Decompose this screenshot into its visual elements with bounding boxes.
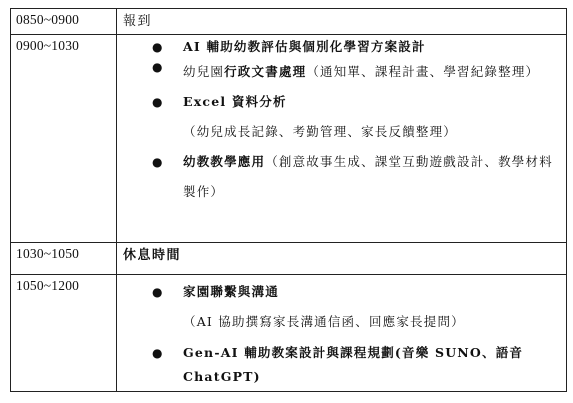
item-detail: （AI 協助撰寫家長溝通信函、回應家長提問）: [183, 314, 465, 329]
list-item: [123, 87, 560, 147]
time-cell: 0850~0900: [11, 9, 117, 35]
schedule-row: [11, 243, 567, 275]
item-title: 家園聯繫與溝通: [183, 284, 279, 299]
content-cell: [117, 275, 567, 392]
content-cell: [117, 243, 567, 275]
bullet-icon: ●: [152, 60, 164, 74]
item-detail: （通知單、課程計畫、學習紀錄整理）: [306, 64, 540, 79]
schedule-row: [11, 9, 567, 35]
item-detail: （幼兒成長記錄、考勤管理、家長反饋整理）: [183, 124, 458, 139]
bullet-icon: ●: [152, 346, 164, 360]
content-cell: [117, 35, 567, 243]
list-item: [123, 57, 560, 87]
session-item-list: [123, 37, 560, 207]
content-cell: [117, 9, 567, 35]
time-cell: 0900~1030: [11, 35, 117, 243]
item-title: 行政文書處理: [224, 64, 307, 79]
checkin-text: 報到: [123, 14, 153, 29]
bullet-icon: ●: [152, 95, 164, 109]
bullet-icon: ●: [152, 155, 164, 169]
break-text: 休息時間: [123, 248, 182, 263]
item-title: AI 輔助幼教評估與個別化學習方案設計: [183, 39, 426, 54]
item-title: 幼教教學應用: [183, 154, 266, 169]
bullet-icon: ●: [152, 40, 164, 54]
schedule-row: [11, 35, 567, 243]
list-item: [123, 337, 560, 389]
time-cell: 1050~1200: [11, 275, 117, 392]
list-item: [123, 277, 560, 337]
schedule-table: [10, 8, 567, 392]
item-prefix: 幼兒園: [183, 64, 225, 79]
session-item-list: [123, 277, 560, 389]
item-detail: （創意故事生成、課堂互動遊戲設計、教學材料製作）: [183, 154, 553, 199]
list-item: [123, 147, 560, 207]
list-item: [123, 37, 560, 57]
item-title: Gen-AI 輔助教案設計與課程規劃(音樂 SUNO、語音 ChatGPT): [183, 345, 524, 384]
bullet-icon: ●: [152, 285, 164, 299]
time-cell: 1030~1050: [11, 243, 117, 275]
item-title: Excel 資料分析: [183, 94, 287, 109]
schedule-row: [11, 275, 567, 392]
